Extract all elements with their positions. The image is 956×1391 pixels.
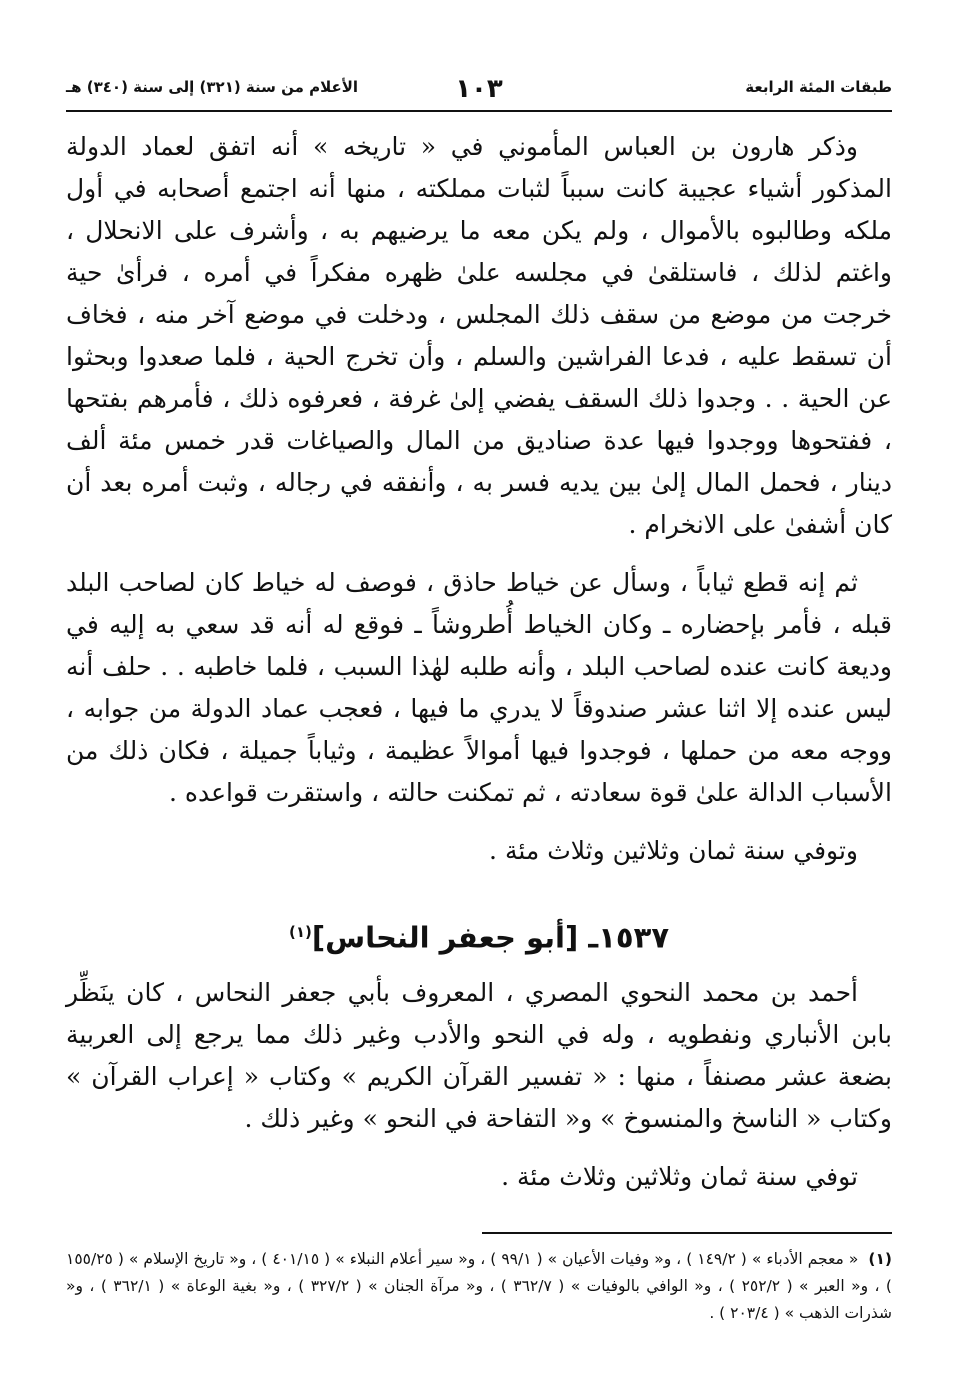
paragraph-imad-al-dawla-story: وذكر هارون بن العباس المأموني في « تاريخه » أنه اتفق لعماد الدولة المذكور أشياء عجيبة كانت سبباً لثبات مملكته ، منها أنه اجتمع أصحابه في أول ملكه وطالبوه بالأموال ، ولم يكن معه ما يرضيهم به ، وأشرف على الانحلال ، واغتم لذلك ، فاستلقىٰ في مجلسه علىٰ ظهره مفكراً في أمره ، فرأىٰ حية خرجت من موضع من سقف ذلك المجلس ، ودخلت في موضع آخر منه ، فخاف أن تسقط عليه ، فدعا الفراشين والسلم ، وأن تخرج الحية ، فلما صعدوا وبحثوا عن الحية . . وجدوا ذلك السقف يفضي إلىٰ غرفة ، فعرفوه ذلك ، فأمرهم بفتحها ، ففتحوها ووجدوا فيها عدة صناديق من المال والصياغات قدر خمس مئة ألف دينار ، فحمل المال إلىٰ بين يديه فسر به ، وأنفقه في رجاله ، وثبت أمره بعد أن كان أشفىٰ على الانخرام . (66, 132, 892, 539)
paragraph-tailor-story: ثم إنه قطع ثياباً ، وسأل عن خياط حاذق ، فوصف له خياط كان لصاحب البلد قبله ، فأمر بإحضاره ـ وكان الخياط أُطروشاً ـ فوقع له أنه قد سعي به إليه في وديعة كانت عنده لصاحب البلد ، وأنه طلبه لهٰذا السبب ، فلما خاطبه . . حلف أنه ليس عنده إلا اثنا عشر صندوقاً لا يدري ما فيها ، فعجب عماد الدولة من جوابه ، ووجه معه من حملها ، فوجدوا فيها أموالاً عظيمة ، وثياباً جميلة ، فكان ذلك من الأسباب الدالة علىٰ قوة سعادته ، ثم تمكنت حالته ، واستقرت قواعده . (66, 568, 892, 807)
paragraph-entry-biography: أحمد بن محمد النحوي المصري ، المعروف بأبي جعفر النحاس ، كان ينَظِّر بابن الأنباري ونفطويه ، وله في النحو والأدب وغير ذلك مما يرجع إلى العربية بضعة عشر مصنفاً ، منها : « تفسير القرآن الكريم » وكتاب « إعراب القرآن » وكتاب « الناسخ والمنسوخ » و« التفاحة في النحو » وغير ذلك . (66, 977, 892, 1133)
footnote-divider (482, 1232, 892, 1234)
book-page (66, 70, 892, 1327)
page-body (66, 126, 892, 1327)
footnote-marker: (١) (868, 1249, 892, 1268)
paragraph-entry-death-date: توفي سنة ثمان وثلاثين وثلاث مئة . (501, 1161, 858, 1191)
running-header (66, 70, 892, 112)
footnote-text: « معجم الأدباء » ( ١٤٩/٢ ) ، و« وفيات الأعيان » ( ٩٩/١ ) ، و« سير أعلام النبلاء » ( ٤٠١/١٥ ) ، و« تاريخ الإسلام » ( ١٥٥/٢٥ ) ، و« العبر » ( ٢٥٢/٢ ) ، و« الوافي بالوفيات » ( ٣٦٢/٧ ) ، و« مرآة الجنان » ( ٣٢٧/٢ ) ، و« بغية الوعاة » ( ٣٦٢/١ ) ، و« شذرات الذهب » ( ٢٠٣/٤ ) . (66, 1249, 892, 1322)
footnote-reference: (١) (288, 923, 312, 941)
chapter-range-title: الأعلام من سنة (٣٢١) إلى سنة (٣٤٠) هـ (66, 78, 359, 96)
entry-title: ١٥٣٧ـ [أبو جعفر النحاس] (311, 920, 670, 955)
page-number: ١٠٣ (455, 74, 503, 104)
paragraph-death-date: وتوفي سنة ثمان وثلاثين وثلاث مئة . (489, 836, 858, 865)
entry-heading (66, 908, 892, 962)
book-section-title: طبقات المئة الرابعة (745, 78, 892, 96)
footnote (66, 1246, 892, 1327)
